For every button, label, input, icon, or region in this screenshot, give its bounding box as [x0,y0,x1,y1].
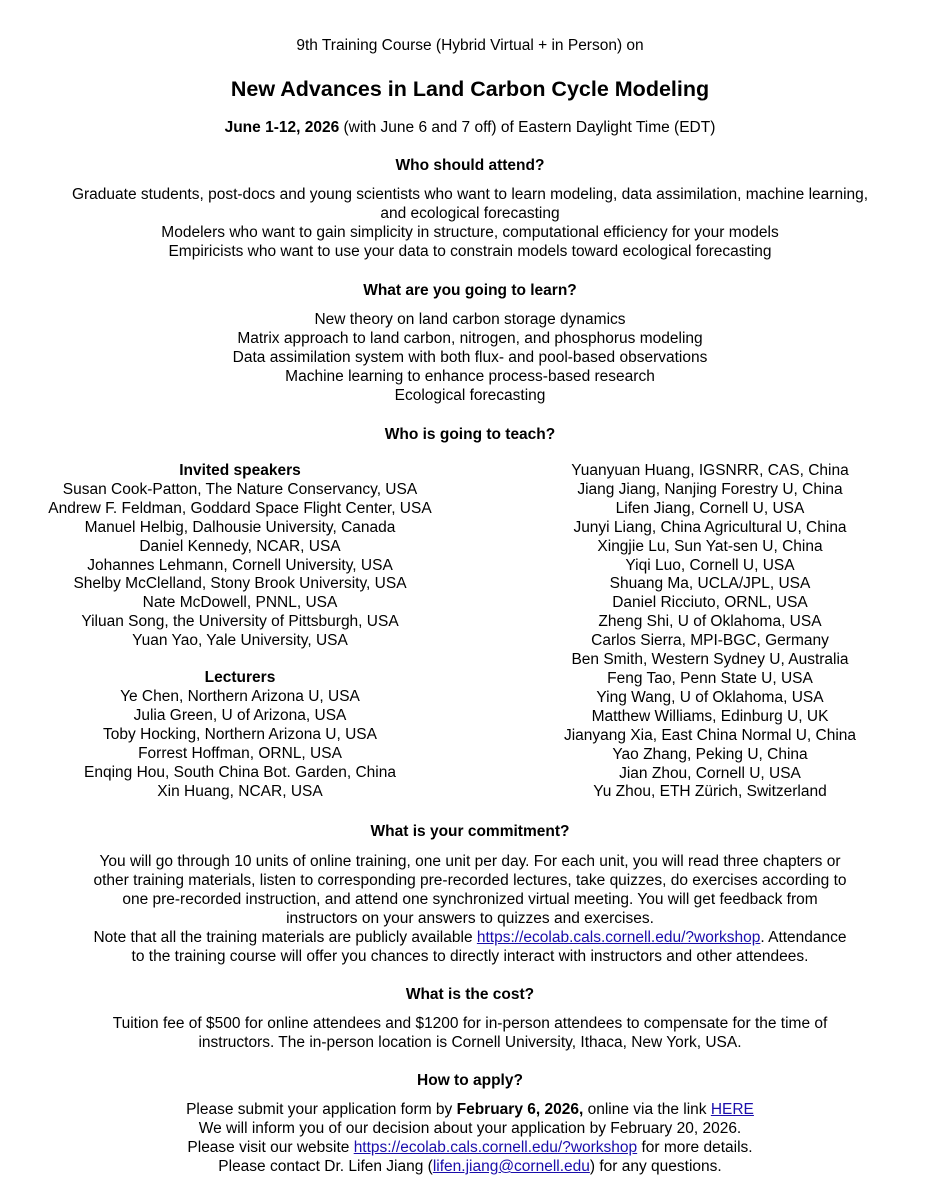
invited-speaker: Nate McDowell, PNNL, USA [142,594,338,612]
heading-learn: What are you going to learn? [363,282,577,299]
lecturer: Feng Tao, Penn State U, USA [607,669,813,687]
lecturer: Ye Chen, Northern Arizona U, USA [120,687,360,705]
lecturer: Carlos Sierra, MPI-BGC, Germany [591,632,829,650]
lecturer: Shuang Ma, UCLA/JPL, USA [609,575,811,593]
apply-l3-prefix: Please visit our website [187,1139,354,1156]
invited-speaker: Shelby McClelland, Stony Brook University, USA [73,575,407,593]
lecturer: Yiqi Luo, Cornell U, USA [625,556,795,574]
commitment-line: other training materials, listen to corresponding pre-recorded lectures, take quizzes, do exercises according to [93,872,847,889]
lecturer: Toby Hocking, Northern Arizona U, USA [103,725,377,743]
apply-l1-mid: online via the link [583,1101,711,1118]
pretitle: 9th Training Course (Hybrid Virtual + in Person) on [296,37,644,54]
learn-line: Matrix approach to land carbon, nitrogen, and phosphorus modeling [237,330,703,347]
lecturer: Yao Zhang, Peking U, China [612,745,808,763]
lecturer: Zheng Shi, U of Oklahoma, USA [598,613,822,631]
apply-line-3 [0,1138,940,1157]
cost-line: instructors. The in-person location is Cornell University, Ithaca, New York, USA. [198,1034,742,1051]
who-attend-line: Empiricists who want to use your data to constrain models toward ecological forecasting [168,243,772,260]
learn-list [0,310,940,405]
lecturer: Lifen Jiang, Cornell U, USA [615,499,805,517]
commitment-note [0,928,940,947]
application-link[interactable]: HERE [710,1101,754,1118]
workshop-link[interactable]: https://ecolab.cals.cornell.edu/?workshop [476,929,761,946]
apply-deadline: February 6, 2026, [456,1101,584,1118]
teachers-left-column [30,462,450,801]
lecturer: Jianyang Xia, East China Normal U, China [563,726,857,744]
heading-cost: What is the cost? [405,986,535,1003]
lecturer: Xin Huang, NCAR, USA [157,782,323,800]
apply-line-4 [0,1157,940,1176]
invited-speakers-heading: Invited speakers [179,462,301,479]
lecturer: Yuanyuan Huang, IGSNRR, CAS, China [571,462,849,479]
lecturer: Ying Wang, U of Oklahoma, USA [596,688,824,706]
lecturer: Yu Zhou, ETH Zürich, Switzerland [593,783,827,801]
email-link[interactable]: lifen.jiang@cornell.edu [432,1158,590,1175]
apply-l1-prefix: Please submit your application form by [186,1101,457,1118]
learn-line: Ecological forecasting [394,387,546,404]
commitment-line: instructors on your answers to quizzes and exercises. [286,910,654,927]
apply-l4-suffix: ) for any questions. [589,1158,722,1175]
lecturer: Daniel Ricciuto, ORNL, USA [612,594,808,612]
invited-speaker: Susan Cook-Patton, The Nature Conservancy, USA [62,480,418,498]
lecturer: Junyi Liang, China Agricultural U, China [573,518,847,536]
commitment-text [0,852,940,966]
invited-speaker: Johannes Lehmann, Cornell University, USA [87,556,393,574]
lecturer: Forrest Hoffman, ORNL, USA [138,744,342,762]
note-suffix: . Attendance [760,929,847,946]
lecturer: Jian Zhou, Cornell U, USA [619,764,801,782]
who-attend-line: Modelers who want to gain simplicity in structure, computational efficiency for your models [161,224,779,241]
lecturer: Julia Green, U of Arizona, USA [133,706,347,724]
course-dates [0,119,940,137]
apply-line-1 [0,1100,940,1119]
cost-text [0,1014,940,1052]
invited-speaker: Andrew F. Feldman, Goddard Space Flight Center, USA [48,499,432,517]
who-attend-line: and ecological forecasting [380,205,560,222]
heading-who-attend: Who should attend? [395,157,545,174]
who-attend-line: Graduate students, post-docs and young scientists who want to learn modeling, data assimilation, machine learning, [71,186,869,203]
invited-speaker: Yiluan Song, the University of Pittsburgh, USA [81,613,399,631]
commitment-line: You will go through 10 units of online training, one unit per day. For each unit, you will read three chapters or [99,853,841,870]
apply-text [0,1100,940,1176]
learn-line: Data assimilation system with both flux- and pool-based observations [232,349,708,366]
commitment-line: one pre-recorded instruction, and attend one synchronized virtual meeting. You will get feedback from [122,891,818,908]
heading-apply: How to apply? [417,1072,523,1089]
website-link[interactable]: https://ecolab.cals.cornell.edu/?workshop [353,1139,638,1156]
invited-speaker: Yuan Yao, Yale University, USA [132,632,348,650]
cost-line: Tuition fee of $500 for online attendees and $1200 for in-person attendees to compensate for the time of [112,1015,828,1032]
heading-commitment: What is your commitment? [370,823,570,840]
who-attend-list [0,185,940,261]
heading-teach: Who is going to teach? [384,426,556,443]
apply-l3-suffix: for more details. [637,1139,753,1156]
lecturers-heading: Lecturers [204,669,276,687]
invited-speaker: Manuel Helbig, Dalhousie University, Canada [84,518,396,536]
learn-line: Machine learning to enhance process-based research [285,368,655,385]
dates-rest: (with June 6 and 7 off) of Eastern Daylight Time (EDT) [339,119,716,136]
lecturer: Matthew Williams, Edinburg U, UK [591,707,829,725]
lecturer: Ben Smith, Western Sydney U, Australia [571,651,849,669]
dates-bold: June 1-12, 2026 [224,119,340,136]
lecturer: Enqing Hou, South China Bot. Garden, China [84,763,396,781]
apply-line-2: We will inform you of our decision about your application by February 20, 2026. [198,1120,742,1137]
page-title: New Advances in Land Carbon Cycle Modeling [230,77,710,101]
apply-l4-prefix: Please contact Dr. Lifen Jiang ( [218,1158,433,1175]
commitment-line: to the training course will offer you chances to directly interact with instructors and other attendees. [131,948,809,965]
lecturer: Jiang Jiang, Nanjing Forestry U, China [577,480,843,498]
invited-speaker: Daniel Kennedy, NCAR, USA [139,537,341,555]
teachers-right-column [500,462,920,802]
lecturer: Xingjie Lu, Sun Yat-sen U, China [597,537,823,555]
note-prefix: Note that all the training materials are publicly available [93,929,477,946]
learn-line: New theory on land carbon storage dynamics [314,311,626,328]
